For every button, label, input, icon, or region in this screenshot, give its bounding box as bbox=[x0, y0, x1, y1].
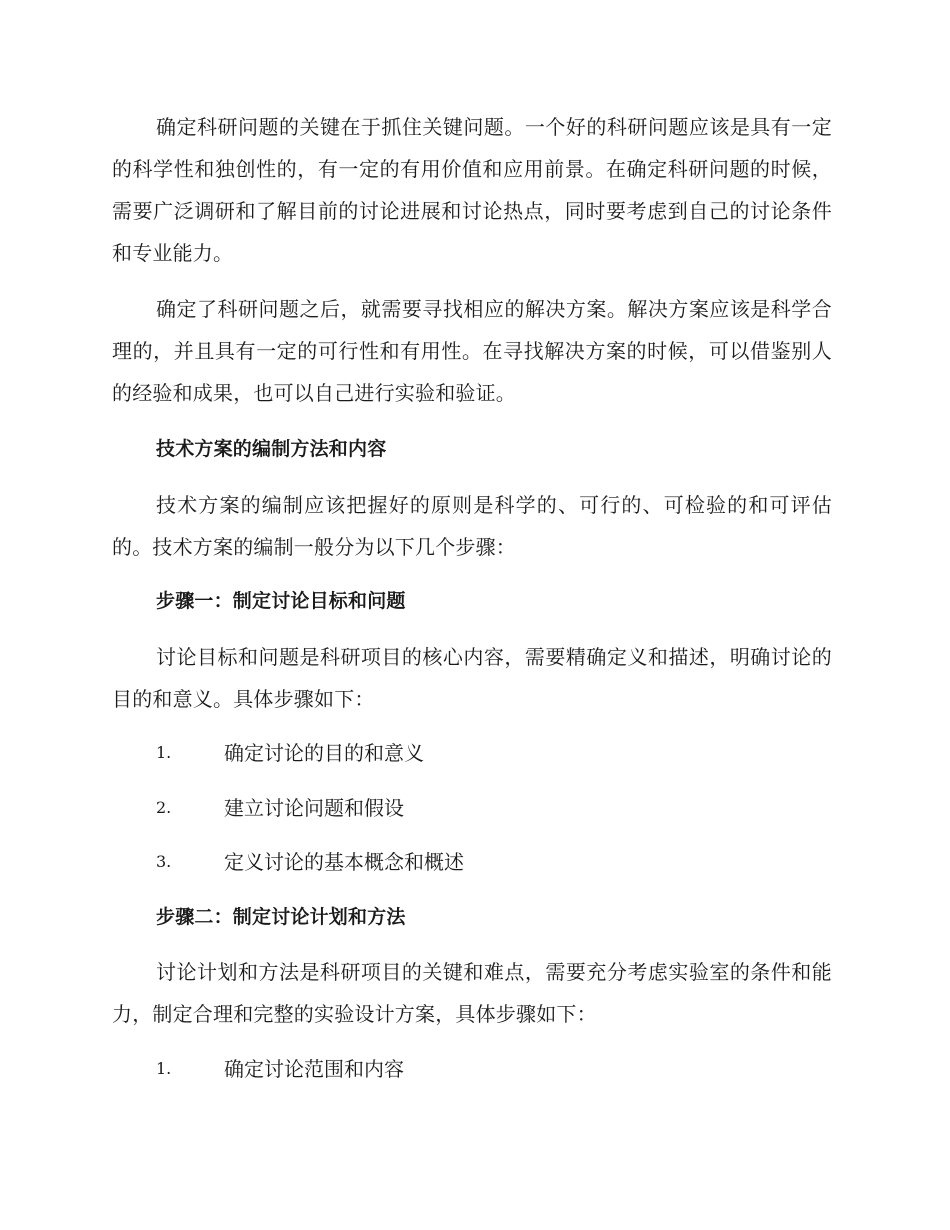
paragraph-step-one: 讨论目标和问题是科研项目的核心内容，需要精确定义和描述，明确讨论的目的和意义。具体步骤如下： bbox=[112, 645, 832, 711]
list-number: 3. bbox=[156, 852, 172, 871]
list-text: 建立讨论问题和假设 bbox=[224, 796, 404, 820]
heading-step-two: 步骤二：制定讨论计划和方法 bbox=[156, 906, 406, 928]
heading-step-one: 步骤一：制定讨论目标和问题 bbox=[156, 590, 406, 612]
list-item bbox=[156, 841, 836, 883]
paragraph-research-question: 确定科研问题的关键在于抓住关键问题。一个好的科研问题应该是具有一定的科学性和独创性的，有一定的有用价值和应用前景。在确定科研问题的时候，需要广泛调研和了解目前的讨论进展和讨论热点，同时要考虑到自己的讨论条件和专业能力。 bbox=[112, 115, 832, 265]
list-item bbox=[156, 732, 836, 774]
list-number: 1. bbox=[156, 1059, 172, 1078]
list-item bbox=[156, 787, 836, 829]
list-text: 确定讨论的目的和意义 bbox=[224, 741, 424, 765]
list-text: 定义讨论的基本概念和概述 bbox=[224, 850, 464, 874]
paragraph-solution: 确定了科研问题之后，就需要寻找相应的解决方案。解决方案应该是科学合理的，并且具有一定的可行性和有用性。在寻找解决方案的时候，可以借鉴别人的经验和成果，也可以自己进行实验和验证。 bbox=[112, 297, 832, 405]
heading-technical-plan: 技术方案的编制方法和内容 bbox=[156, 438, 387, 460]
paragraph-technical-plan: 技术方案的编制应该把握好的原则是科学的、可行的、可检验的和可评估的。技术方案的编制一般分为以下几个步骤： bbox=[112, 493, 832, 559]
list-item bbox=[156, 1048, 836, 1090]
list-number: 2. bbox=[156, 798, 172, 817]
list-text: 确定讨论范围和内容 bbox=[224, 1057, 404, 1081]
paragraph-step-two: 讨论计划和方法是科研项目的关键和难点，需要充分考虑实验室的条件和能力，制定合理和完整的实验设计方案，具体步骤如下： bbox=[112, 960, 832, 1026]
list-number: 1. bbox=[156, 743, 172, 762]
